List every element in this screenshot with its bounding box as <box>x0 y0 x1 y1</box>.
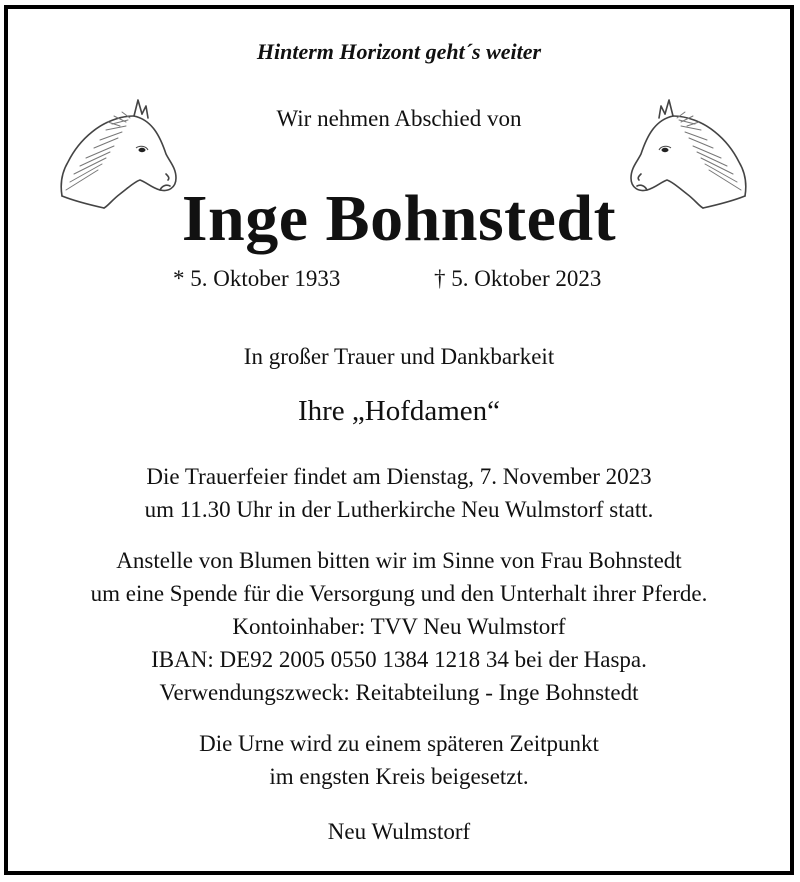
intro-text: Wir nehmen Abschied von <box>276 106 522 131</box>
donation-text <box>8 544 790 709</box>
death-date: † 5. Oktober 2023 <box>434 266 602 291</box>
payment-reference: Verwendungszweck: Reitabteilung - Inge Bohnstedt <box>159 680 639 705</box>
motto: Hinterm Horizont geht´s weiter <box>256 39 542 64</box>
mourners-intro: In großer Trauer und Dankbarkeit <box>243 344 555 369</box>
ceremony-line: um 11.30 Uhr in der Lutherkirche Neu Wulmstorf statt. <box>144 497 654 522</box>
donation-line: Anstelle von Blumen bitten wir im Sinne von Frau Bohnstedt <box>116 548 682 573</box>
ceremony-text <box>8 460 790 526</box>
deceased-name: Inge Bohnstedt <box>181 182 617 255</box>
ceremony-line: Die Trauerfeier findet am Dienstag, 7. November 2023 <box>146 464 652 489</box>
urn-line: Die Urne wird zu einem späteren Zeitpunkt <box>199 731 599 756</box>
donation-line: um eine Spende für die Versorgung und den Unterhalt ihrer Pferde. <box>90 581 708 606</box>
mourners-name: Ihre „Hofdamen“ <box>297 395 501 427</box>
urn-text <box>8 727 790 793</box>
account-holder: Kontoinhaber: TVV Neu Wulmstorf <box>232 614 566 639</box>
place: Neu Wulmstorf <box>327 819 471 844</box>
obituary-frame <box>4 5 794 875</box>
urn-line: im engsten Kreis beigesetzt. <box>269 764 529 789</box>
iban: IBAN: DE92 2005 0550 1384 1218 34 bei der Haspa. <box>151 647 647 672</box>
birth-date: * 5. Oktober 1933 <box>173 266 341 291</box>
